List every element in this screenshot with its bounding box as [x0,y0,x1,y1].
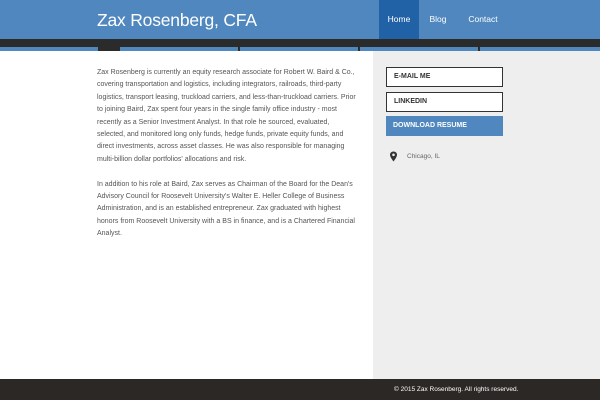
accent-segment [120,47,238,51]
site-title[interactable]: Zax Rosenberg, CFA [97,10,257,30]
accent-segment [0,47,98,51]
bio-paragraph: In addition to his role at Baird, Zax serves as Chairman of the Board for the Dean's Advisory Council for Roosevelt University's Walter E. Heller College of Business Administration, and is an established entrepreneur. Zax graduated with highest honors from Roosevelt University with a BS in finance, and is a Chartered Financial Analyst. [97,180,355,238]
bio-paragraph: Zax Rosenberg is currently an equity research associate for Robert W. Baird & Co., covering transportation and logistics, including integrators, railroads, third-party logistics, transport leasing, truckload carriers, and less-than-truckload carriers. Prior to joining Baird, Zax spent four years in the single family office industry - most recently as a Senior Investment Analyst. In that role he sourced, evaluated, selected, and monitored long only funds, hedge funds, private equity funds, and direct investments, across asset classes. He was also responsible for managing multi-billion dollar portfolios' allocations and risk. [97,69,356,163]
download-resume-button[interactable]: DOWNLOAD RESUME [386,116,503,136]
email-me-button[interactable]: E-MAIL ME [386,67,503,87]
bio-content [97,67,357,241]
copyright-text: © 2015 Zax Rosenberg. All rights reserved. [394,386,519,393]
nav-contact[interactable]: Contact [468,14,498,24]
map-marker-icon [389,151,398,162]
site-header [0,0,600,39]
location [389,150,440,162]
accent-segment [240,47,358,51]
site-footer [0,379,600,400]
linkedin-button[interactable]: LINKEDIN [386,92,503,112]
nav-blog[interactable]: Blog [429,14,447,24]
main-nav [379,0,507,39]
location-text: Chicago, IL [407,152,440,160]
nav-home[interactable]: Home [379,0,419,39]
